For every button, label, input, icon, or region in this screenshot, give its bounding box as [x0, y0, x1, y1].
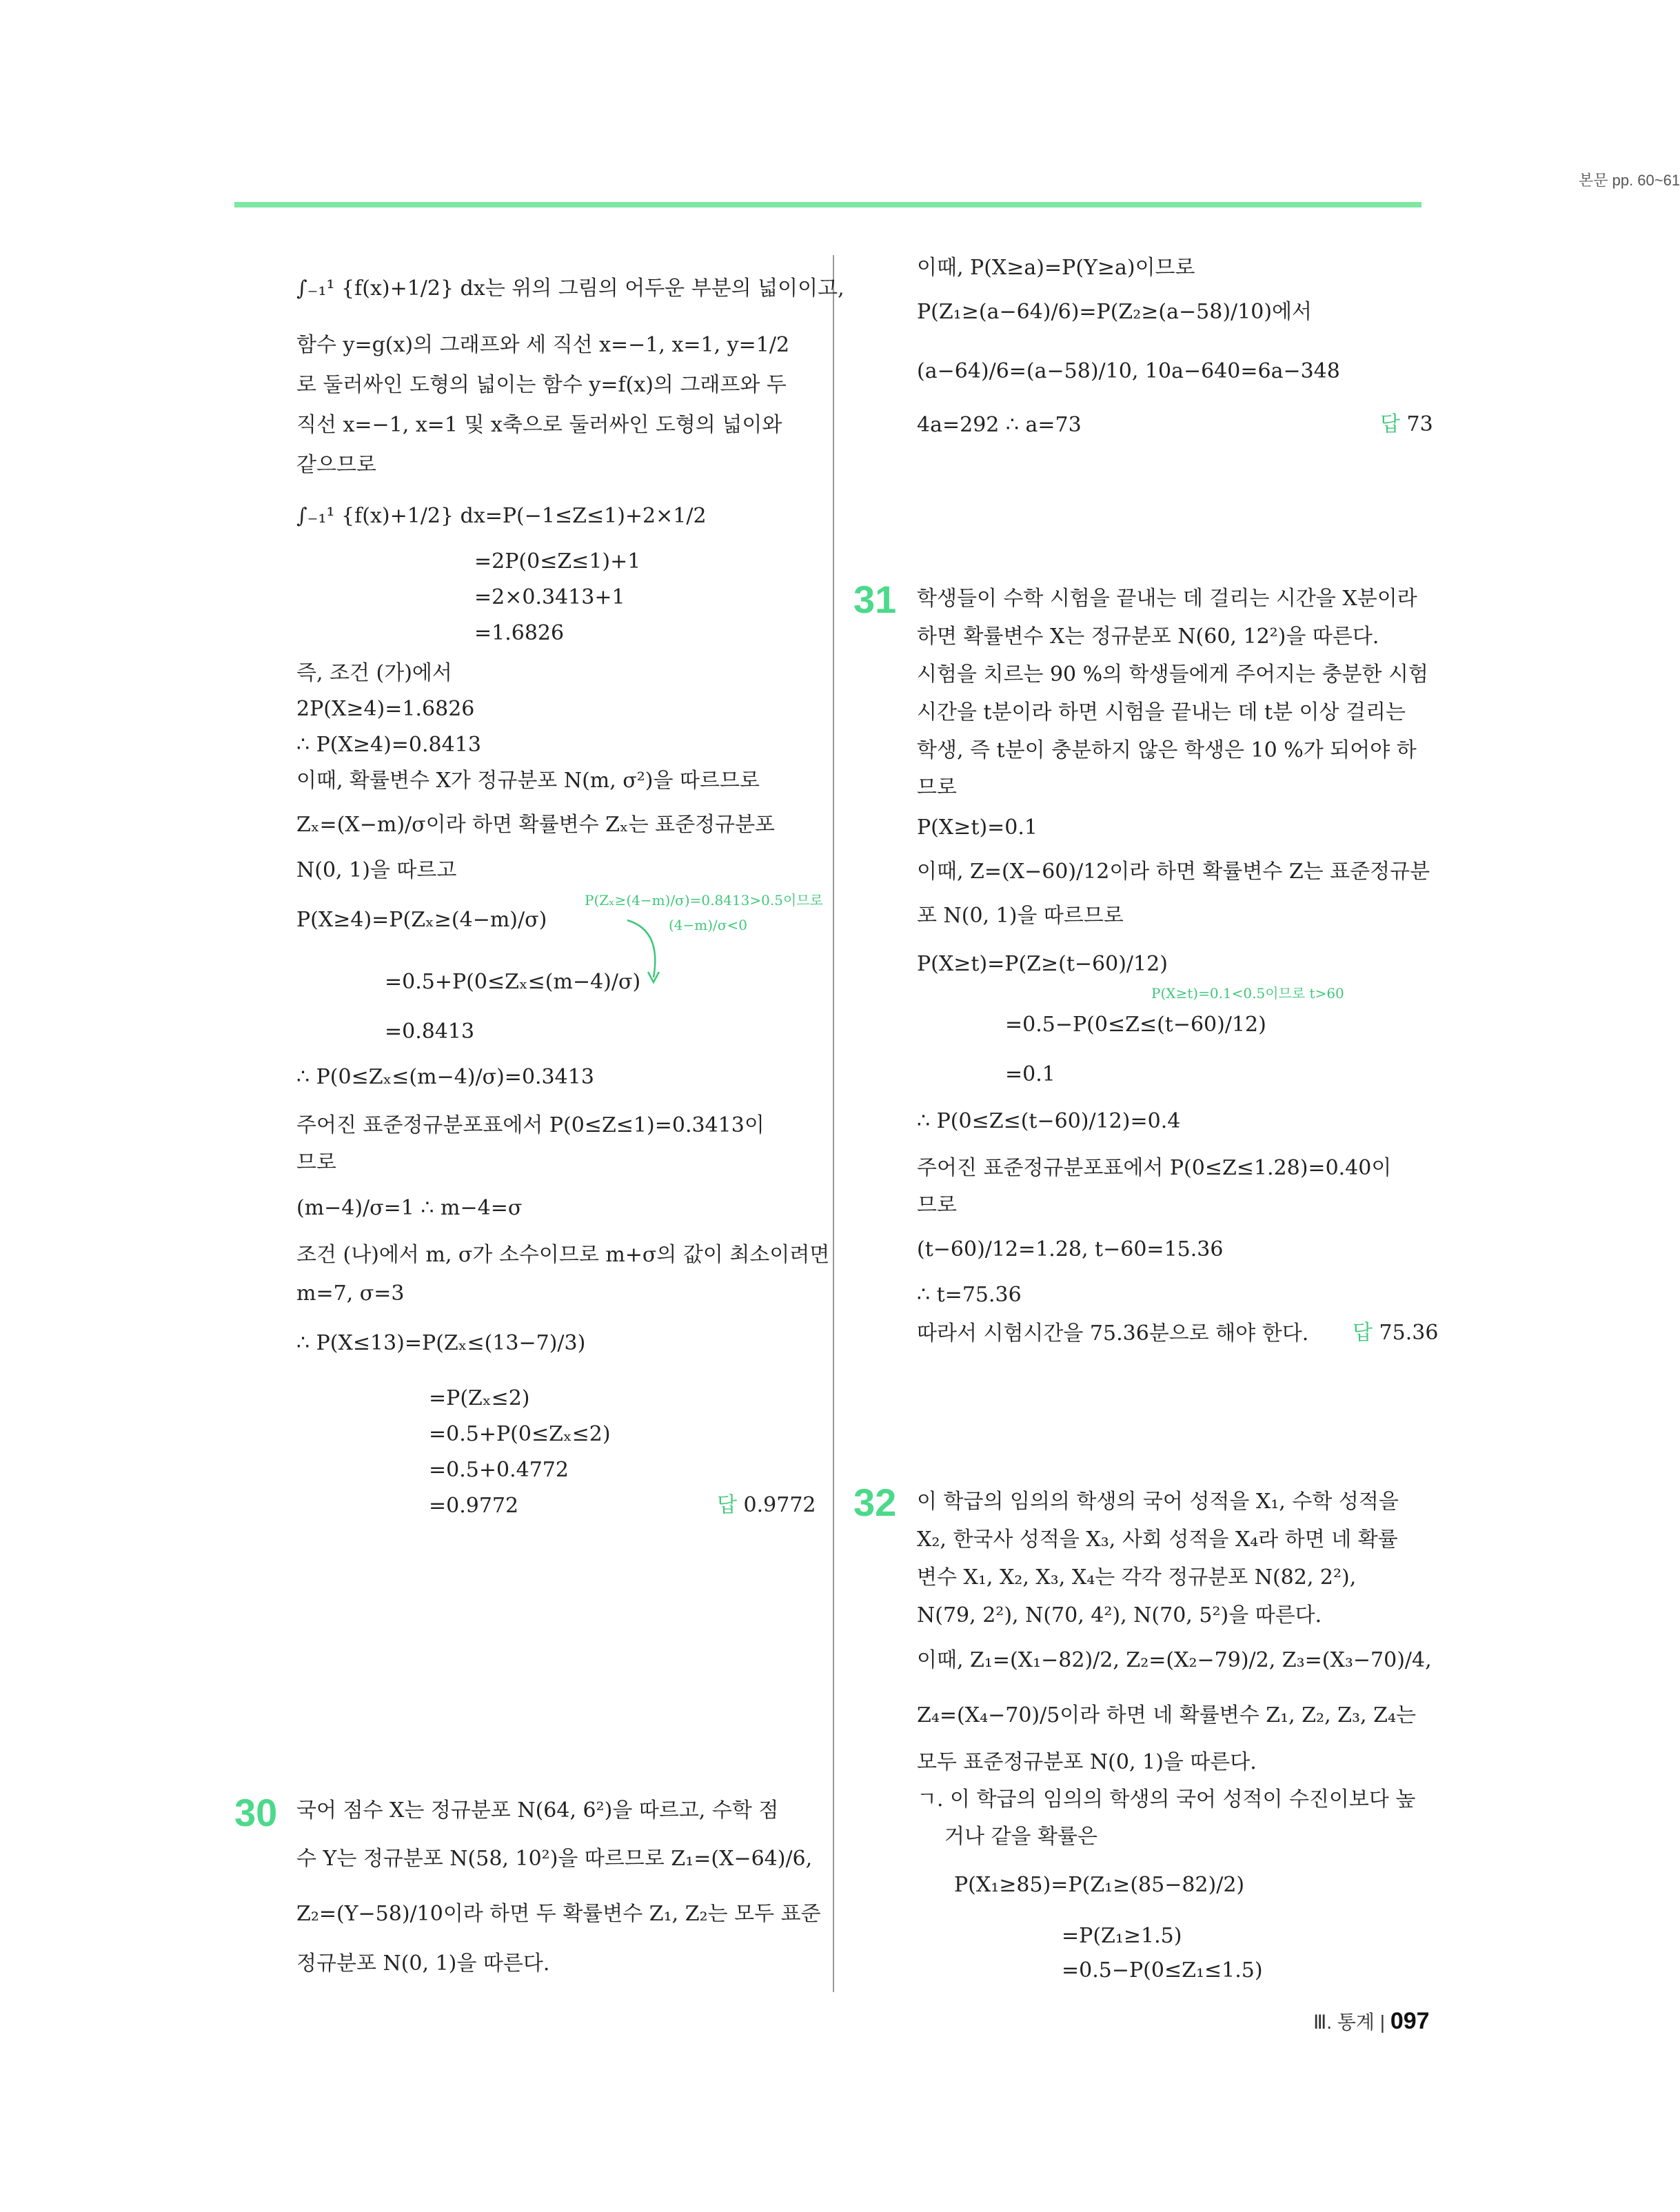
- page-number: 097: [1390, 2008, 1430, 2034]
- answer-value: 73: [1406, 412, 1433, 436]
- text-line: ∴ P(X≤13)=P(Zₓ≤(13−7)/3): [296, 1331, 586, 1355]
- text-line: (t−60)/12=1.28, t−60=15.36: [917, 1237, 1224, 1261]
- text-line: 직선 x=−1, x=1 및 x축으로 둘러싸인 도형의 넓이와: [296, 413, 782, 437]
- text-line: P(Z₁≥(a−64)/6)=P(Z₂≥(a−58)/10)에서: [917, 300, 1312, 324]
- text-line: ∫₋₁¹ {f(x)+1/2} dx는 위의 그림의 어두운 부분의 넓이이고,: [296, 276, 844, 301]
- text-line: Zₓ=(X−m)/σ이라 하면 확률변수 Zₓ는 표준정규분포: [296, 813, 776, 837]
- text-line: 따라서 시험시간을 75.36분으로 해야 한다.: [917, 1321, 1309, 1346]
- problem-32-body: [917, 1483, 1432, 2007]
- text-line: P(X₁≥85)=P(Z₁≥(85−82)/2): [954, 1873, 1245, 1897]
- text-line: (m−4)/σ=1 ∴ m−4=σ: [296, 1196, 523, 1220]
- text-line: =0.5−P(0≤Z≤(t−60)/12): [1005, 1013, 1266, 1037]
- text-line: 이때, 확률변수 X가 정규분포 N(m, σ²)을 따르므로: [296, 769, 760, 793]
- answer-label: 답: [717, 1494, 737, 1516]
- text-line: 모두 표준정규분포 N(0, 1)을 따른다.: [917, 1750, 1257, 1774]
- text-line: 즉, 조건 (가)에서: [296, 661, 452, 685]
- problem-number: 31: [853, 578, 897, 621]
- text-line: Z₂=(Y−58)/10이라 하면 두 확률변수 Z₁, Z₂는 모두 표준: [296, 1902, 821, 1926]
- problem-31-body: [917, 580, 1430, 1359]
- text-line: 2P(X≥4)=1.6826: [296, 697, 475, 721]
- answer-value: 75.36: [1379, 1321, 1439, 1345]
- problem-number: 32: [853, 1481, 897, 1524]
- text-line: 하면 확률변수 X는 정규분포 N(60, 12²)을 따른다.: [917, 625, 1379, 649]
- text-line: 이 학급의 임의의 학생의 국어 성적을 X₁, 수학 성적을: [917, 1490, 1399, 1514]
- text-line: 포 N(0, 1)을 따르므로: [917, 904, 1124, 928]
- text-line: 거나 같을 확률은: [944, 1825, 1097, 1849]
- text-line: 4a=292 ∴ a=73: [917, 413, 1082, 437]
- column-divider: [833, 255, 834, 1992]
- text-line: =0.1: [1005, 1062, 1055, 1086]
- answer-value: 0.9772: [743, 1493, 816, 1517]
- text-line: Z₄=(X₄−70)/5이라 하면 네 확률변수 Z₁, Z₂, Z₃, Z₄는: [917, 1703, 1416, 1727]
- text-line: X₂, 한국사 성적을 X₃, 사회 성적을 X₄라 하면 네 확률: [917, 1528, 1398, 1552]
- text-line: =P(Zₓ≤2): [429, 1386, 530, 1410]
- text-line: 이때, Z₁=(X₁−82)/2, Z₂=(X₂−79)/2, Z₃=(X₃−70)/4,: [917, 1648, 1432, 1672]
- answer-label: 답: [1380, 413, 1400, 436]
- text-line: P(X≥t)=P(Z≥(t−60)/12): [917, 952, 1168, 976]
- text-line: P(X≥t)=0.1: [917, 815, 1038, 840]
- text-line: ∫₋₁¹ {f(x)+1/2} dx=P(−1≤Z≤1)+2×1/2: [296, 504, 707, 528]
- problem-30-continued: [917, 250, 1427, 456]
- text-line: =2×0.3413+1: [474, 585, 625, 609]
- text-line: 변수 X₁, X₂, X₃, X₄는 각각 정규분포 N(82, 2²),: [917, 1565, 1357, 1590]
- footer-separator: |: [1379, 2011, 1390, 2033]
- annotation-note: P(X≥t)=0.1<0.5이므로 t>60: [1151, 985, 1344, 1002]
- text-line: 같으므로: [296, 453, 376, 477]
- text-line: =0.5+0.4772: [429, 1458, 569, 1482]
- text-line: ∴ P(X≥4)=0.8413: [296, 733, 481, 757]
- text-line: =0.9772: [429, 1494, 519, 1518]
- text-line: 국어 점수 X는 정규분포 N(64, 6²)을 따르고, 수학 점: [296, 1798, 779, 1823]
- text-line: 학생들이 수학 시험을 끝내는 데 걸리는 시간을 X분이라: [917, 587, 1417, 611]
- annotation-arrow-icon: [620, 917, 669, 986]
- text-line: m=7, σ=3: [296, 1281, 405, 1306]
- page-footer: [1313, 2007, 1430, 2035]
- text-line: 함수 y=g(x)의 그래프와 세 직선 x=−1, x=1, y=1/2: [296, 333, 790, 357]
- text-line: ∴ P(0≤Zₓ≤(m−4)/σ)=0.3413: [296, 1065, 594, 1089]
- text-line: =P(Z₁≥1.5): [1062, 1924, 1182, 1948]
- text-line: =0.8413: [385, 1019, 475, 1044]
- problem-30-body: [296, 1792, 820, 1992]
- text-line: =1.6826: [474, 621, 565, 645]
- answer-31: [1353, 1315, 1438, 1346]
- text-line: 조건 (나)에서 m, σ가 소수이므로 m+σ의 값이 최소이려면: [296, 1243, 830, 1267]
- text-line: 이때, Z=(X−60)/12이라 하면 확률변수 Z는 표준정규분: [917, 860, 1430, 884]
- header-rule: [234, 202, 1421, 207]
- text-line: 학생, 즉 t분이 충분하지 않은 학생은 10 %가 되어야 하: [917, 738, 1417, 762]
- text-line: 정규분포 N(0, 1)을 따른다.: [296, 1951, 550, 1976]
- text-line: =2P(0≤Z≤1)+1: [474, 549, 641, 574]
- text-line: 시간을 t분이라 하면 시험을 끝내는 데 t분 이상 걸리는: [917, 700, 1406, 724]
- problem-number: 30: [234, 1791, 278, 1834]
- text-line: ∴ P(0≤Z≤(t−60)/12)=0.4: [917, 1109, 1181, 1133]
- text-line: 므로: [917, 1193, 957, 1217]
- text-line: ∴ t=75.36: [917, 1283, 1022, 1307]
- text-line: 이때, P(X≥a)=P(Y≥a)이므로: [917, 256, 1195, 280]
- answer-left: [717, 1488, 816, 1518]
- text-line: 주어진 표준정규분포표에서 P(0≤Z≤1)=0.3413이: [296, 1113, 765, 1137]
- annotation-note: P(Zₓ≥(4−m)/σ)=0.8413>0.5이므로: [585, 892, 823, 909]
- answer-30: [1380, 407, 1433, 437]
- left-column: [296, 255, 844, 1565]
- section-label: Ⅲ. 통계: [1313, 2011, 1375, 2033]
- text-line: 로 둘러싸인 도형의 넓이는 함수 y=f(x)의 그래프와 두: [296, 373, 787, 397]
- text-line: 므로: [917, 775, 957, 800]
- text-line: 시험을 치르는 90 %의 학생들에게 주어지는 충분한 시험: [917, 662, 1429, 687]
- text-line: (a−64)/6=(a−58)/10, 10a−640=6a−348: [917, 359, 1340, 383]
- text-line: N(0, 1)을 따르고: [296, 858, 457, 882]
- text-line: 수 Y는 정규분포 N(58, 10²)을 따르므로 Z₁=(X−64)/6,: [296, 1847, 813, 1871]
- text-line: =0.5−P(0≤Z₁≤1.5): [1062, 1958, 1263, 1982]
- answer-label: 답: [1353, 1321, 1373, 1344]
- text-line: N(79, 2²), N(70, 4²), N(70, 5²)을 따른다.: [917, 1603, 1322, 1627]
- annotation-note: (4−m)/σ<0: [669, 917, 747, 933]
- text-line: P(X≥4)=P(Zₓ≥(4−m)/σ): [296, 908, 547, 932]
- text-line: =0.5+P(0≤Zₓ≤(m−4)/σ): [385, 970, 641, 994]
- text-line: 므로: [296, 1150, 336, 1175]
- text-line: 주어진 표준정규분포표에서 P(0≤Z≤1.28)=0.40이: [917, 1156, 1392, 1180]
- text-line: =0.5+P(0≤Zₓ≤2): [429, 1422, 611, 1446]
- text-line: ㄱ. 이 학급의 임의의 학생의 국어 성적이 수진이보다 높: [917, 1787, 1416, 1812]
- page-reference: 본문 pp. 60~61: [1579, 172, 1680, 189]
